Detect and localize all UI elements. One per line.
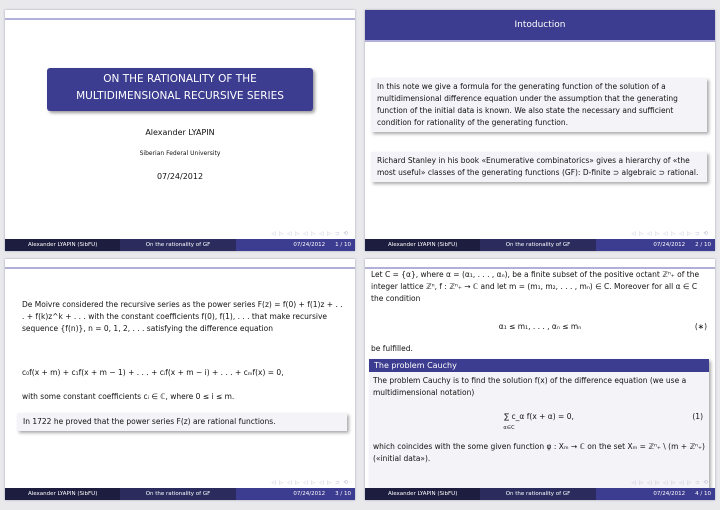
stanley-block: Richard Stanley in his book «Enumerative combinatorics» gives a hierarchy of «the most useful» classes of the generating functions (GF): D-finite ⊃ algebraic ⊃ rational. <box>371 152 707 182</box>
difference-equation: c₀f(x + m) + c₁f(x + m − 1) + . . . + cᵢf(x + m − i) + . . . + cₘf(x) = 0, <box>22 368 284 377</box>
nav-icons[interactable]: ◁ ▷ ◁ ▷ ◁ ▷ ◁ ▷ ⊃ ⟲ <box>631 231 709 237</box>
footer <box>5 239 355 251</box>
footer-right <box>596 239 715 251</box>
footer <box>365 239 715 251</box>
setup-text: Let C = {α}, where α = (α₁, . . . , αₙ), be a finite subset of the positive octant ℤⁿ₊ of the integer lattice ℤⁿ, f : ℤⁿ₊ → ℂ and let m = (m₁, m₂, . . . , mₙ) ∈ C. Moreover for all α ∈ C the condition <box>371 270 700 303</box>
footer-date: 07/24/2012 <box>653 491 686 497</box>
page-number: 4 / 10 <box>695 491 711 497</box>
title-line: ON THE RATIONALITY OF THE <box>103 73 257 85</box>
header-rule <box>5 267 355 269</box>
header-rule <box>365 40 715 42</box>
footer-author: Alexander LYAPIN (SibFU) <box>5 488 120 500</box>
cauchy-text: The problem Cauchy is to find the solution f(x) of the difference equation (we use a multidimensional notation) <box>373 376 687 397</box>
nav-icons[interactable]: ◁ ▷ ◁ ▷ ◁ ▷ ◁ ▷ ⊃ ⟲ <box>271 480 349 486</box>
slide-2 <box>365 10 715 251</box>
nav-icons[interactable]: ◁ ▷ ◁ ▷ ◁ ▷ ◁ ▷ ⊃ ⟲ <box>271 231 349 237</box>
page-number: 2 / 10 <box>695 242 711 248</box>
condition-formula: α₁ ≤ m₁, . . . , αₙ ≤ mₙ <box>498 322 582 331</box>
footer-date: 07/24/2012 <box>653 242 686 248</box>
page-number: 3 / 10 <box>335 491 351 497</box>
title-box <box>47 68 313 111</box>
author: Alexander LYAPIN <box>145 128 215 137</box>
footer-author: Alexander LYAPIN (SibFU) <box>365 239 480 251</box>
affiliation: Siberian Federal University <box>139 150 221 157</box>
slide-3 <box>5 259 355 500</box>
footer-title: On the rationality of GF <box>120 239 235 251</box>
page-number: 1 / 10 <box>335 242 351 248</box>
footer-title: On the rationality of GF <box>480 488 595 500</box>
footer-right <box>236 239 355 251</box>
footer-date: 07/24/2012 <box>293 491 326 497</box>
footer <box>5 488 355 500</box>
footer-title: On the rationality of GF <box>480 239 595 251</box>
footer <box>365 488 715 500</box>
slide-header: Intoduction <box>365 10 715 40</box>
footer-date: 07/24/2012 <box>293 242 326 248</box>
slide-header <box>5 10 355 18</box>
rationality-block: In 1722 he proved that the power series F(z) are rational functions. <box>17 413 347 431</box>
initial-data-text: which coincides with the some given function φ : Xₘ → ℂ on the set Xₘ = ℤⁿ₊ \ (m + ℤⁿ₊) («initial data»). <box>373 442 705 463</box>
cauchy-equation: ∑ c_α f(x + α) = 0, <box>504 412 574 421</box>
footer-right <box>596 488 715 500</box>
cauchy-sum-index: α∈C <box>503 425 515 431</box>
cauchy-block <box>369 359 709 491</box>
cauchy-block-title: The problem Cauchy <box>369 359 709 372</box>
slide-header <box>5 259 355 267</box>
demoivre-text: De Moivre considered the recursive series as the power series F(z) = f(0) + f(1)z + . . . + f(k)z^k + . . . with the constant coefficients f(0), f(1), . . . that make recursive sequence {f(n)}, n = 0, 1, 2, . . . satisfying the difference equation <box>22 300 343 333</box>
intro-block: In this note we give a formula for the generating function of the solution of a multidimensional difference equation under the assumption that the generating function of the initial data is known. We also state the necessary and sufficient condition for rationality of the generating function. <box>371 78 707 132</box>
equation-tag: (1) <box>692 412 703 421</box>
slide-header <box>365 259 715 267</box>
header-rule <box>5 18 355 20</box>
coefficients-text: with some constant coefficients cᵢ ∈ ℂ, where 0 ≤ i ≤ m. <box>22 392 235 401</box>
footer-author: Alexander LYAPIN (SibFU) <box>5 239 120 251</box>
footer-author: Alexander LYAPIN (SibFU) <box>365 488 480 500</box>
date: 07/24/2012 <box>156 172 204 181</box>
condition-tag: (∗) <box>694 322 707 331</box>
fulfilled-text: be fulfilled. <box>371 344 413 353</box>
footer-title: On the rationality of GF <box>120 488 235 500</box>
slide-1 <box>5 10 355 251</box>
nav-icons[interactable]: ◁ ▷ ◁ ▷ ◁ ▷ ◁ ▷ ⊃ ⟲ <box>631 480 709 486</box>
slide-4 <box>365 259 715 500</box>
title-line: MULTIDIMENSIONAL RECURSIVE SERIES <box>76 90 284 102</box>
footer-right <box>236 488 355 500</box>
